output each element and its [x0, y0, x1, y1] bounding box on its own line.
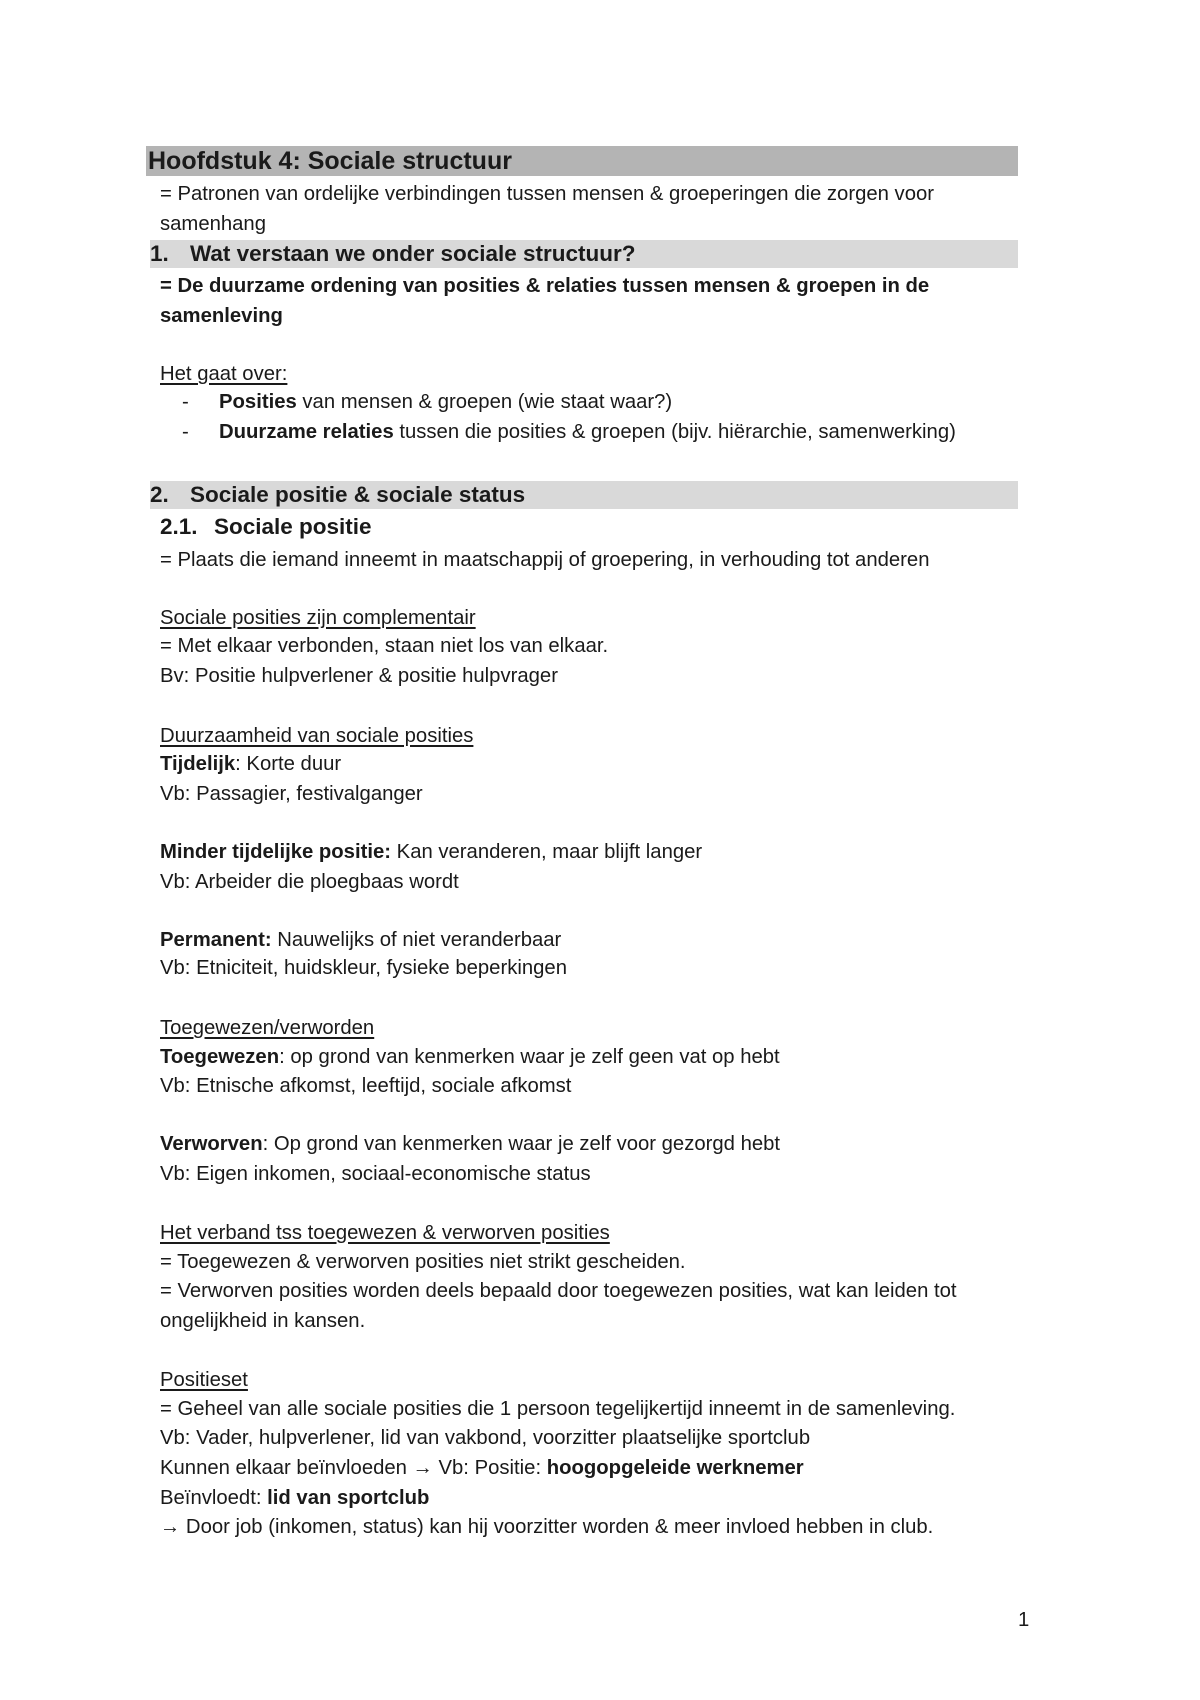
about-label: Het gaat over:	[160, 363, 288, 385]
bullet-dash: -	[182, 391, 189, 413]
chapter-definition-line-1: = Patronen van ordelijke verbindingen tussen mensen & groeperingen die zorgen voor	[160, 183, 935, 205]
complementary-heading: Sociale posities zijn complementair	[160, 607, 476, 629]
permanent-line	[160, 926, 561, 954]
relation-line-1: = Toegewezen & verworven posities niet strikt gescheiden.	[160, 1251, 686, 1273]
positionset-line-3	[160, 1454, 804, 1482]
positionset-line-3-bold: hoogopgeleide werknemer	[546, 1457, 804, 1479]
subsection-2-1-definition: = Plaats die iemand inneemt in maatschappij of groepering, in verhouding tot anderen	[160, 549, 930, 571]
permanent-text: Nauwelijks of niet veranderbaar	[271, 929, 562, 951]
section-1-definition-line-2: samenleving	[160, 305, 283, 327]
relation-line-3: ongelijkheid in kansen.	[160, 1310, 366, 1332]
section-1-title: Wat verstaan we onder sociale structuur?	[190, 241, 636, 266]
temporary-example: Vb: Passagier, festivalganger	[160, 783, 423, 805]
subsection-2-1-number: 2.1.	[160, 514, 198, 539]
bullet-item	[182, 388, 672, 416]
bullet-dash: -	[182, 421, 189, 443]
subsection-2-1-title: Sociale positie	[214, 514, 372, 539]
bullet-bold: Duurzame relaties	[219, 421, 394, 443]
permanent-example: Vb: Etniciteit, huidskleur, fysieke beperkingen	[160, 957, 567, 979]
assigned-bold: Toegewezen	[160, 1046, 280, 1068]
complementary-line-1: = Met elkaar verbonden, staan niet los van elkaar.	[160, 635, 609, 657]
section-1-number: 1.	[150, 241, 169, 266]
assigned-line	[160, 1043, 780, 1071]
temporary-text: : Korte duur	[235, 753, 342, 775]
section-2-number: 2.	[150, 482, 169, 507]
permanent-bold: Permanent:	[160, 929, 272, 951]
positionset-line-3-text: Kunnen elkaar beïnvloeden → Vb: Positie:	[160, 1457, 547, 1479]
temporary-bold: Tijdelijk	[160, 753, 236, 775]
chapter-definition-line-2: samenhang	[160, 213, 266, 235]
achieved-text: : Op grond van kenmerken waar je zelf voor gezorgd hebt	[262, 1133, 781, 1155]
bullet-text: van mensen & groepen (wie staat waar?)	[296, 391, 673, 413]
achieved-bold: Verworven	[160, 1133, 263, 1155]
positionset-line-2: Vb: Vader, hulpverlener, lid van vakbond, voorzitter plaatselijke sportclub	[160, 1427, 811, 1449]
chapter-title: Hoofdstuk 4: Sociale structuur	[146, 146, 1018, 176]
bullet-item	[182, 418, 956, 446]
complementary-line-2: Bv: Positie hulpverlener & positie hulpvrager	[160, 665, 558, 687]
page-number: 1	[1018, 1609, 1030, 1631]
achieved-example: Vb: Eigen inkomen, sociaal-economische status	[160, 1163, 591, 1185]
positionset-line-4	[160, 1484, 429, 1512]
assigned-text: : op grond van kenmerken waar je zelf geen vat op hebt	[279, 1046, 780, 1068]
assigned-heading: Toegewezen/verworden	[160, 1017, 375, 1039]
positionset-heading: Positieset	[160, 1369, 248, 1391]
less-temporary-example: Vb: Arbeider die ploegbaas wordt	[160, 871, 459, 893]
temporary-line	[160, 750, 341, 778]
section-1-definition-line-1: = De duurzame ordening van posities & relaties tussen mensen & groepen in de	[160, 275, 930, 297]
section-2-heading	[150, 481, 1018, 509]
subsection-2-1-heading	[160, 513, 372, 541]
section-1-heading	[150, 240, 1018, 268]
positionset-line-1: = Geheel van alle sociale posities die 1 persoon tegelijkertijd inneemt in de samenleving.	[160, 1398, 956, 1420]
relation-heading: Het verband tss toegewezen & verworven posities	[160, 1222, 610, 1244]
positionset-line-5: → Door job (inkomen, status) kan hij voorzitter worden & meer invloed hebben in club.	[160, 1516, 934, 1538]
assigned-example: Vb: Etnische afkomst, leeftijd, sociale afkomst	[160, 1075, 572, 1097]
less-temporary-line	[160, 838, 702, 866]
less-temporary-bold: Minder tijdelijke positie:	[160, 841, 392, 863]
relation-line-2: = Verworven posities worden deels bepaald door toegewezen posities, wat kan leiden tot	[160, 1280, 957, 1302]
less-temporary-text: Kan veranderen, maar blijft langer	[391, 841, 703, 863]
durability-heading: Duurzaamheid van sociale posities	[160, 725, 474, 747]
positionset-line-4-text: Beïnvloedt:	[160, 1487, 268, 1509]
section-2-title: Sociale positie & sociale status	[190, 482, 526, 507]
bullet-bold: Posities	[219, 391, 297, 413]
achieved-line	[160, 1130, 780, 1158]
positionset-line-4-bold: lid van sportclub	[267, 1487, 430, 1509]
bullet-text: tussen die posities & groepen (bijv. hiërarchie, samenwerking)	[393, 421, 956, 443]
